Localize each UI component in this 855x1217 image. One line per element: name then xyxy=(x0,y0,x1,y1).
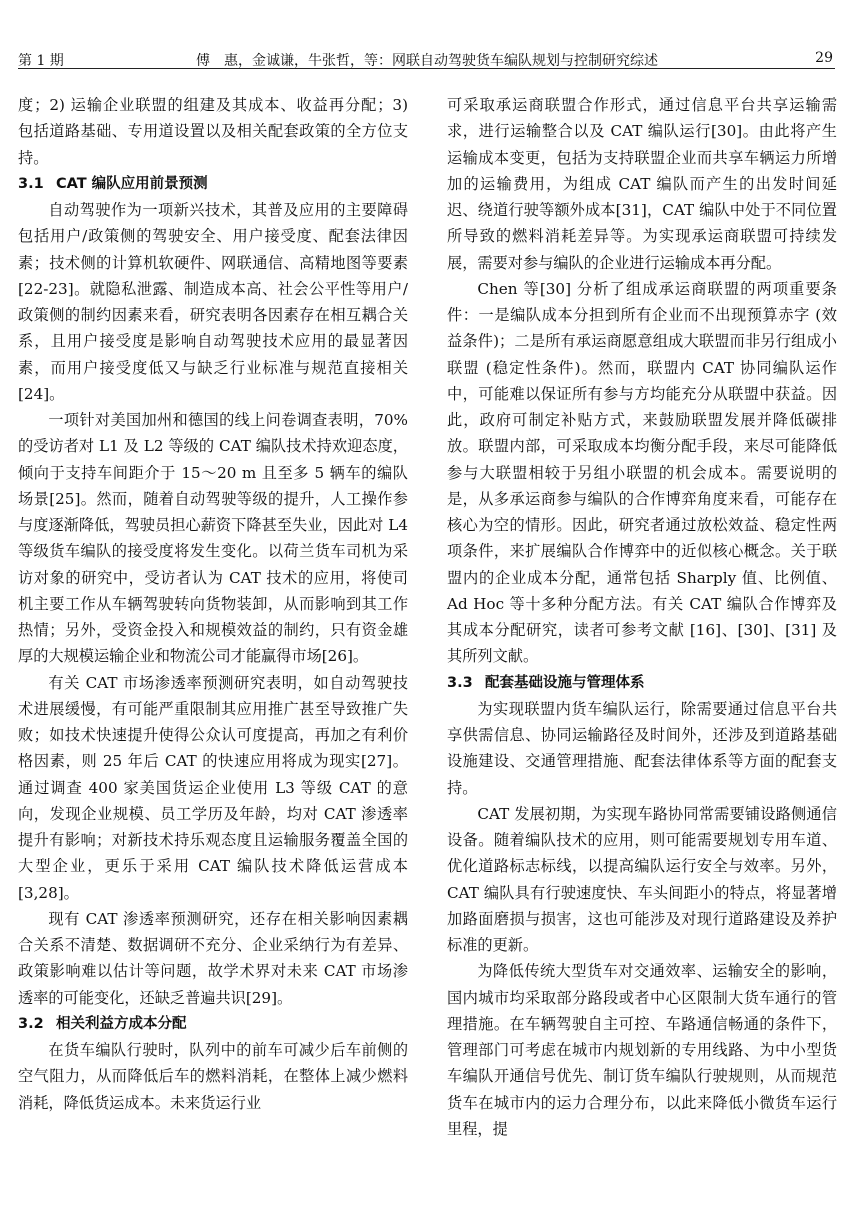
paragraph: 度；2) 运输企业联盟的组建及其成本、收益再分配；3) 包括道路基础、专用道设置以及相关配套政策的全方位支持。 xyxy=(18,96,408,167)
section-title: 相关利益方成本分配 xyxy=(56,1015,187,1032)
section-title: 配套基础设施与管理体系 xyxy=(485,674,645,691)
paragraph: 为实现联盟内货车编队运行，除需要通过信息平台共享供需信息、协同运输路径及时间外，还涉及到道路基础设施建设、交通管理措施、配套法律体系等方面的配套支持。 xyxy=(447,699,837,797)
paragraph: 一项针对美国加州和德国的线上问卷调查表明，70% 的受访者对 L1 及 L2 等级的 CAT 编队技术持欢迎态度，倾向于支持车间距介于 15～20 m 且至多 5 辆车的编队场景[25]。然而，随着自动驾驶等级的提升，人工操作参与度逐渐降低，驾驶员担心薪资下降甚至失业，因此对 L4 等级货车编队的接受度将发生变化。以荷兰货车司机为采访对象的研究中，受访者认为 CAT 技术的应用，将使司机主要工作从车辆驾驶转向货物装卸，从而影响到其工作热情；另外，受资金投入和规模效益的制约，只有资金雄厚的大规模运输企业和物流公司才能赢得市场[26]。 xyxy=(18,411,408,666)
section-heading xyxy=(18,1011,408,1037)
issue-label: 第 1 期 xyxy=(18,53,64,69)
right-column xyxy=(447,92,837,1142)
paragraph: 在货车编队行驶时，队列中的前车可减少后车前侧的空气阻力，从而降低后车的燃料消耗，在整体上减少燃料消耗，降低货运成本。未来货运行业 xyxy=(18,1041,408,1112)
running-title: 傅 惠，金诚谦，牛张哲，等：网联自动驾驶货车编队规划与控制研究综述 xyxy=(196,53,658,69)
section-title: CAT 编队应用前景预测 xyxy=(56,175,208,192)
section-number: 3.1 xyxy=(18,175,44,192)
section-number: 3.3 xyxy=(447,674,473,691)
section-heading xyxy=(18,171,408,197)
paragraph: Chen 等[30] 分析了组成承运商联盟的两项重要条件：一是编队成本分担到所有企业而不出现预算赤字 (效益条件)；二是所有承运商愿意组成大联盟而非另行组成小联盟 (稳定性条件)。然而，联盟内 CAT 协同编队运作中，可能难以保证所有参与方均能充分从联盟中获益。因此，政府可制定补贴方式，来鼓励联盟发展并降低碳排放。联盟内部，可采取成本均衡分配手段，来尽可能降低参与大联盟相较于另组小联盟的机会成本。需要说明的是，从多承运商参与编队的合作博弈角度来看，可能存在核心为空的情形。因此，研究者通过放松效益、稳定性两项条件，来扩展编队合作博弈中的近似核心概念。关于联盟内的企业成本分配，通常包括 Sharply 值、比例值、Ad Hoc 等十多种分配方法。有关 CAT 编队合作博弈及其成本分配研究，读者可参考文献 [16]、[30]、[31] 及其所列文献。 xyxy=(447,279,837,666)
paragraph: 自动驾驶作为一项新兴技术，其普及应用的主要障碍包括用户/政策侧的驾驶安全、用户接受度、配套法律因素；技术侧的计算机软硬件、网联通信、高精地图等要素[22-23]。就隐私泄露、制造成本高、社会公平性等用户/政策侧的制约因素来看，研究表明各因素存在相互耦合关系，且用户接受度是影响自动驾驶技术应用的最显著因素，而用户接受度低又与缺乏行业标准与规范直接相关[24]。 xyxy=(18,201,408,403)
paragraph: 有关 CAT 市场渗透率预测研究表明，如自动驾驶技术进展缓慢，有可能严重限制其应用推广甚至导致推广失败；如技术快速提升使得公众认可度提高，再加之有利价格因素，则 25 年后 CAT 的快速应用将成为现实[27]。通过调查 400 家美国货运企业使用 L3 等级 CAT 的意向，发现企业规模、员工学历及年龄，均对 CAT 渗透率提升有影响；对新技术持乐观态度且运输服务覆盖全国的大型企业，更乐于采用 CAT 编队技术降低运营成本[3,28]。 xyxy=(18,673,408,902)
paragraph: CAT 发展初期，为实现车路协同常需要铺设路侧通信设备。随着编队技术的应用，则可能需要规划专用车道、优化道路标志标线，以提高编队运行安全与效率。另外，CAT 编队具有行驶速度快、车头间距小的特点，将显著增加路面磨损与损害，这也可能涉及对现行道路建设及养护标准的更新。 xyxy=(447,804,837,954)
page-number: 29 xyxy=(815,50,833,66)
section-heading xyxy=(447,670,837,696)
paragraph: 为降低传统大型货车对交通效率、运输安全的影响，国内城市均采取部分路段或者中心区限制大货车通行的管理措施。在车辆驾驶自主可控、车路通信畅通的条件下，管理部门可考虑在城市内规划新的专用线路、为中小型货车编队开通信号优先、制订货车编队行驶规则，从而规范货车在城市内的运力合理分布，以此来降低小微货车运行里程，提 xyxy=(447,962,837,1138)
paragraph: 现有 CAT 渗透率预测研究，还存在相关影响因素耦合关系不清楚、数据调研不充分、企业采纳行为有差异、政策影响难以估计等问题，故学术界对未来 CAT 市场渗透率的可能变化，还缺乏普遍共识[29]。 xyxy=(18,909,408,1007)
running-header xyxy=(18,42,835,69)
section-number: 3.2 xyxy=(18,1015,44,1032)
left-column xyxy=(18,92,408,1116)
paragraph: 可采取承运商联盟合作形式，通过信息平台共享运输需求，进行运输整合以及 CAT 编队运行[30]。由此将产生运输成本变更，包括为支持联盟企业而共享车辆运力所增加的运输费用，为组成 CAT 编队而产生的出发时间延迟、绕道行驶等额外成本[31]，CAT 编队中处于不同位置所导致的燃料消耗差异等。为实现承运商联盟可持续发展，需要对参与编队的企业进行运输成本再分配。 xyxy=(447,96,837,272)
